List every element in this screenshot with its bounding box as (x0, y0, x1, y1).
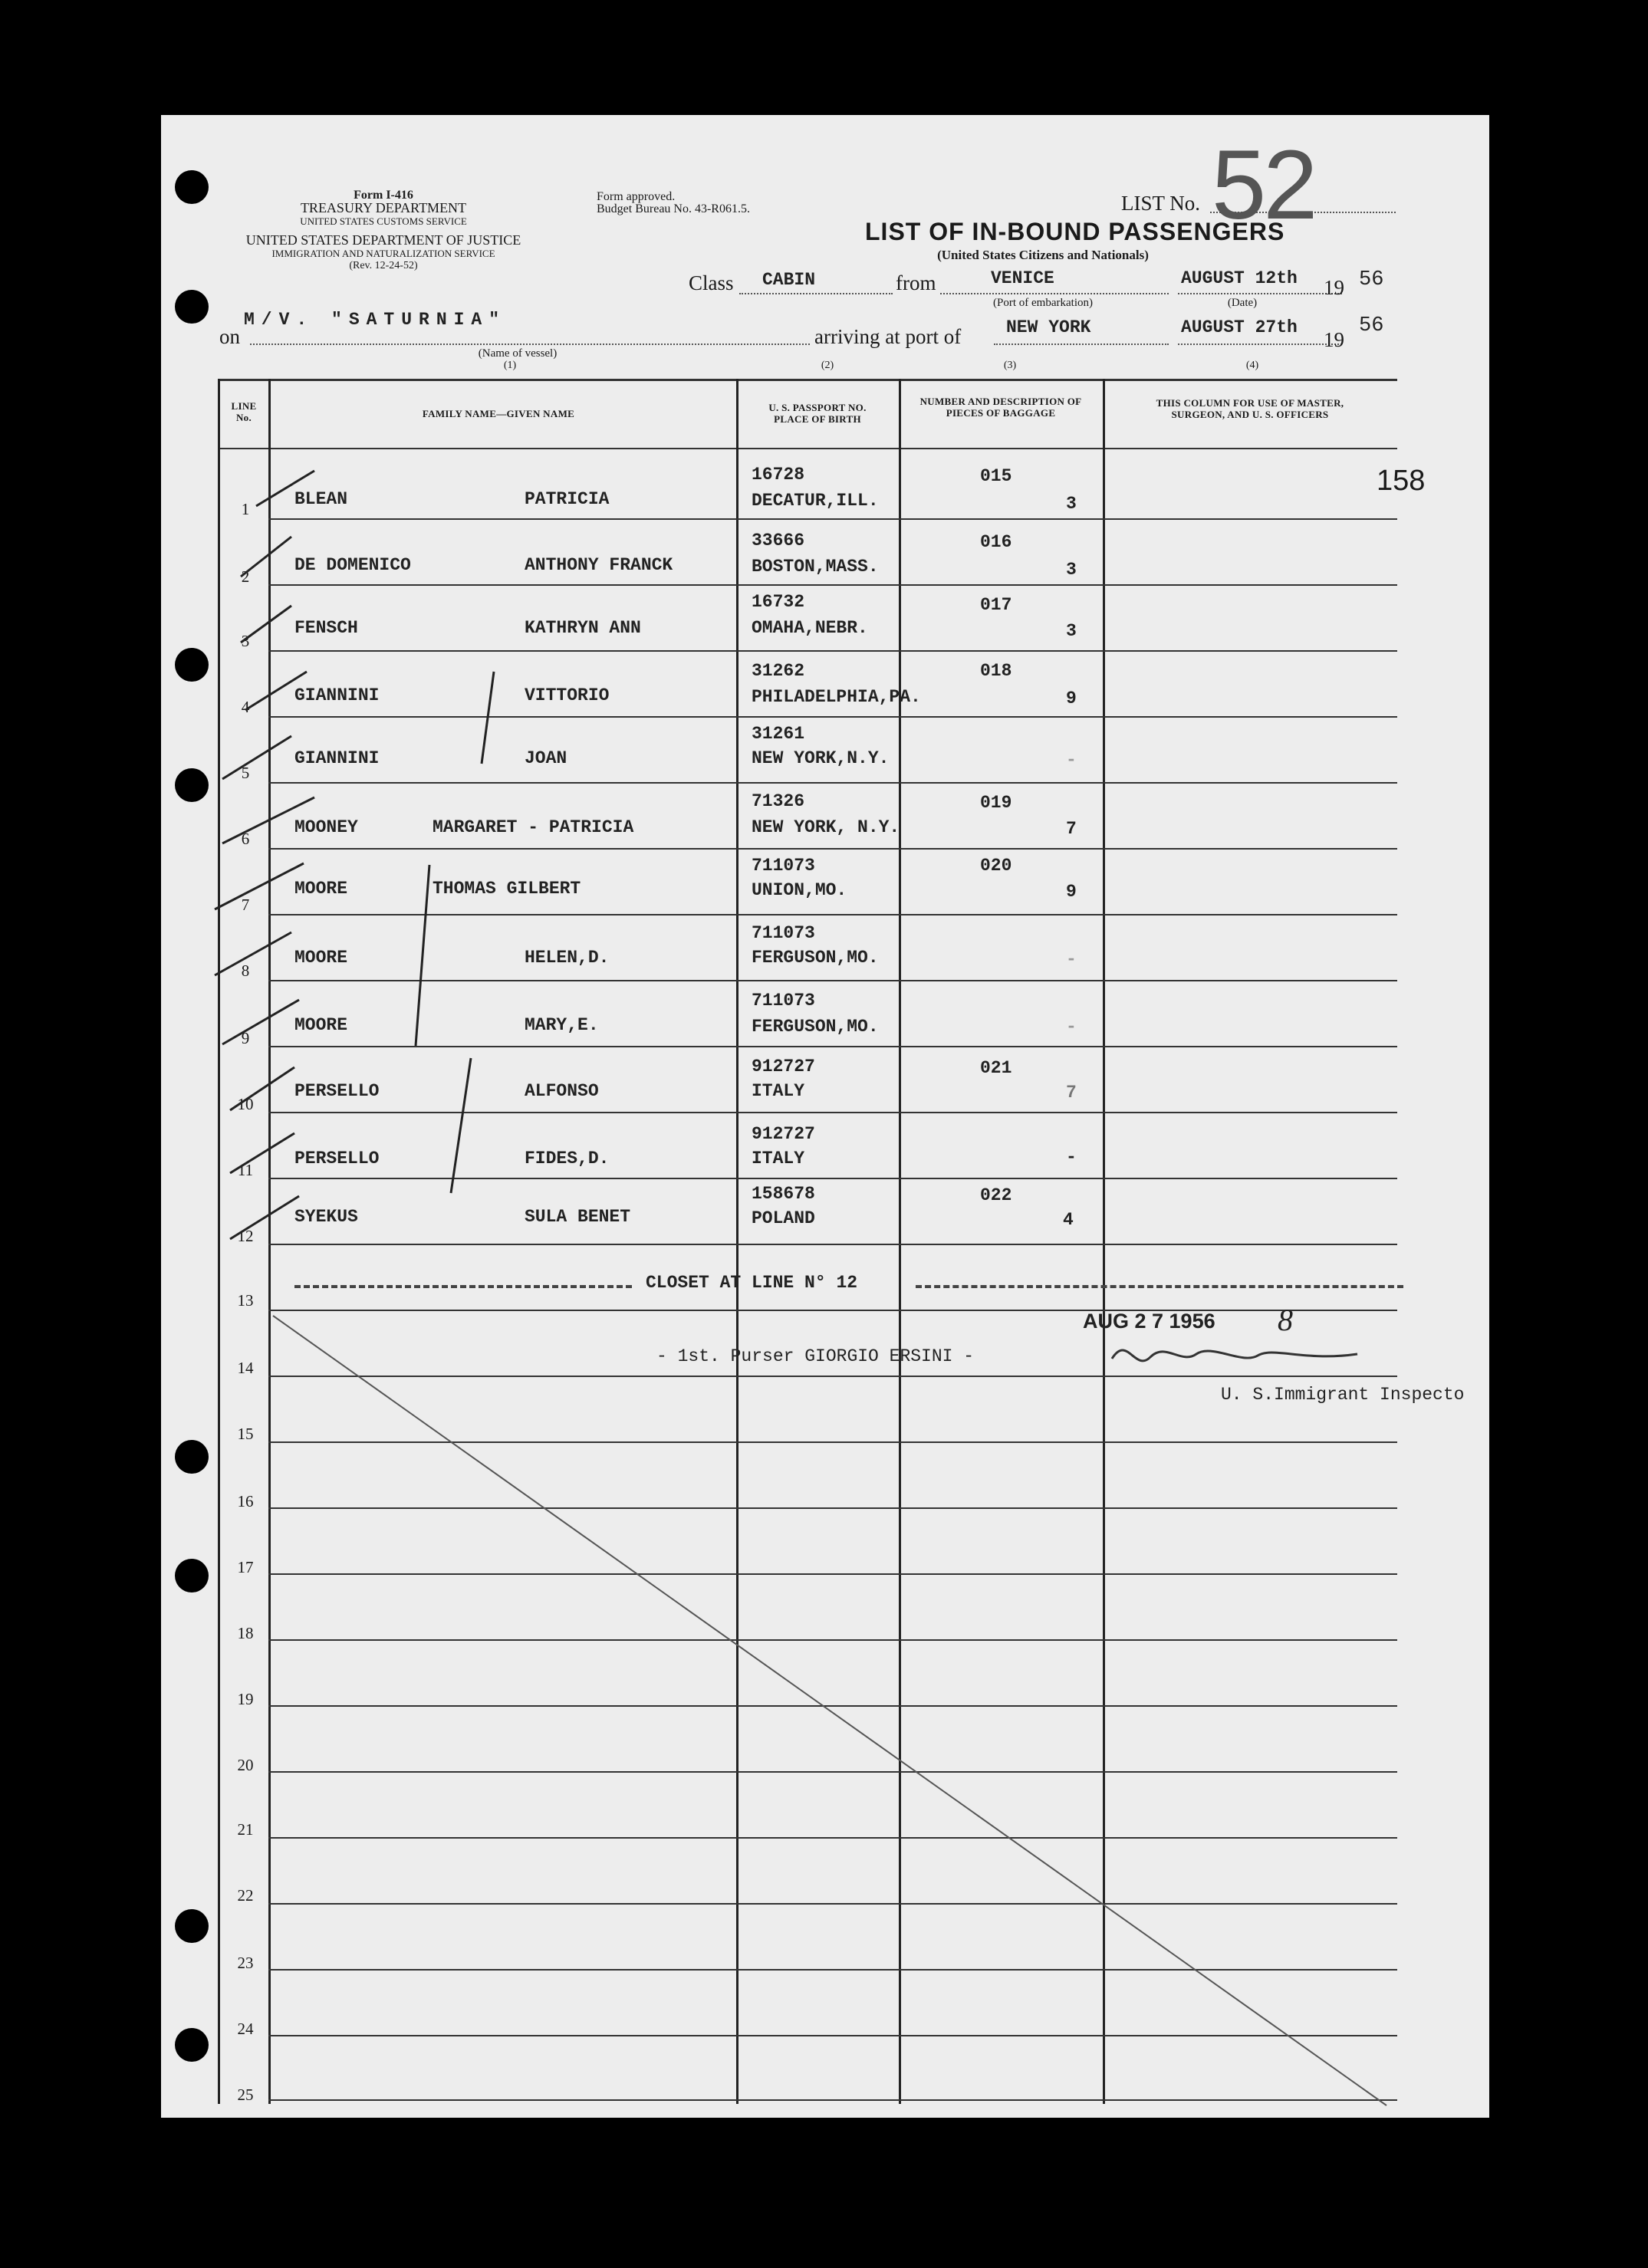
inspection-stamp-date: AUG 2 7 1956 (1083, 1310, 1215, 1333)
line-number: 3 (241, 632, 250, 650)
class-label: Class (689, 271, 734, 294)
treasury-dept: TREASURY DEPARTMENT (300, 200, 467, 215)
port-embark-caption: (Port of embarkation) (993, 297, 1093, 309)
baggage-count: 7 (1066, 819, 1077, 839)
year-prefix: 19 (1324, 276, 1344, 299)
revision: (Rev. 12-24-52) (349, 260, 418, 271)
given-name: SULA BENET (525, 1207, 631, 1227)
family-name: GIANNINI (294, 748, 380, 768)
side-number: 158 (1377, 465, 1426, 497)
page-subtitle: (United States Citizens and Nationals) (937, 248, 1149, 262)
baggage-tag: 019 (980, 793, 1012, 813)
line-number: 15 (237, 1425, 254, 1443)
baggage-count: - (1066, 1147, 1077, 1167)
line-number: 11 (237, 1161, 254, 1179)
place-of-birth: POLAND (752, 1208, 815, 1228)
header-passport: U. S. PASSPORT NO. PLACE OF BIRTH (768, 402, 867, 425)
given-name: HELEN,D. (525, 948, 610, 968)
header-name: FAMILY NAME—GIVEN NAME (422, 408, 575, 419)
place-of-birth: ITALY (752, 1081, 805, 1101)
passport-number: 711073 (752, 991, 815, 1011)
baggage-count: 3 (1066, 494, 1077, 514)
place-of-birth: ITALY (752, 1149, 805, 1169)
passport-number: 33666 (752, 531, 805, 551)
justice-dept: UNITED STATES DEPARTMENT OF JUSTICE (245, 232, 521, 248)
given-name: JOAN (525, 748, 567, 768)
inspector-title: U. S.Immigrant Inspecto (1221, 1385, 1465, 1405)
class-value: CABIN (762, 270, 816, 290)
closed-at-line: CLOSET AT LINE N° 12 (646, 1273, 858, 1293)
line-number: 7 (241, 896, 250, 914)
from-label: from (896, 271, 936, 294)
family-name: PERSELLO (294, 1081, 380, 1101)
given-name: FIDES,D. (525, 1149, 610, 1169)
family-name: MOORE (294, 1015, 348, 1035)
header-line-no: LINE No. (231, 400, 257, 423)
stamp-initials: 8 (1278, 1303, 1293, 1337)
family-name: MOONEY (294, 817, 358, 837)
arrival-port: NEW YORK (1006, 317, 1091, 337)
date-caption: (Date) (1227, 297, 1258, 309)
baggage-count: 7 (1066, 1083, 1077, 1103)
passport-number: 912727 (752, 1124, 815, 1144)
passport-number: 16728 (752, 465, 805, 485)
line-number: 6 (241, 830, 250, 848)
line-number: 1 (241, 500, 250, 518)
given-name: ALFONSO (525, 1081, 599, 1101)
line-number: 23 (237, 1954, 254, 1972)
line-number: 5 (241, 764, 250, 782)
purser-signature: - 1st. Purser GIORGIO ERSINI - (656, 1346, 975, 1366)
place-of-birth: PHILADELPHIA,PA. (752, 687, 921, 707)
family-name: GIANNINI (294, 685, 380, 705)
caption-4: (4) (1245, 360, 1259, 371)
family-name: DE DOMENICO (294, 555, 411, 575)
line-number: 20 (237, 1756, 254, 1774)
family-name: MOORE (294, 948, 348, 968)
list-number: 52 (1212, 130, 1315, 240)
line-number: 18 (237, 1624, 254, 1642)
line-number: 10 (237, 1095, 254, 1113)
ins-service: IMMIGRATION AND NATURALIZATION SERVICE (271, 248, 495, 259)
caption-2: (2) (821, 360, 834, 371)
baggage-count: 3 (1066, 560, 1077, 580)
baggage-tag: 020 (980, 856, 1012, 876)
embark-port: VENICE (991, 268, 1054, 288)
family-name: PERSELLO (294, 1149, 380, 1169)
baggage-tag: 015 (980, 466, 1012, 486)
line-number: 9 (241, 1029, 250, 1047)
place-of-birth: BOSTON,MASS. (752, 557, 879, 577)
line-number: 14 (237, 1359, 254, 1377)
given-name: KATHRYN ANN (525, 618, 641, 638)
vessel-caption: (Name of vessel) (478, 347, 558, 360)
embark-date: AUGUST 12th (1181, 268, 1298, 288)
vessel-name: M/V. "SATURNIA" (244, 310, 507, 330)
baggage-tag: 021 (980, 1058, 1012, 1078)
passport-number: 158678 (752, 1184, 815, 1204)
inspector-signature-icon (1112, 1350, 1357, 1361)
caption-3: (3) (1003, 360, 1017, 371)
baggage-count: 9 (1066, 689, 1077, 708)
arrival-year-prefix: 19 (1324, 328, 1344, 351)
line-number: 22 (237, 1886, 254, 1905)
baggage-tag: 018 (980, 661, 1012, 681)
arriving-label: arriving at port of (814, 325, 962, 348)
caption-1: (1) (503, 360, 517, 371)
customs-service: UNITED STATES CUSTOMS SERVICE (300, 215, 467, 227)
passport-number: 711073 (752, 856, 815, 876)
on-label: on (219, 325, 240, 348)
arrival-year: 56 (1359, 314, 1384, 337)
place-of-birth: FERGUSON,MO. (752, 1017, 879, 1037)
baggage-tag: 017 (980, 595, 1012, 615)
passport-number: 711073 (752, 923, 815, 943)
given-name: THOMAS GILBERT (433, 879, 581, 899)
family-name: MOORE (294, 879, 348, 899)
baggage-count: - (1066, 1017, 1077, 1037)
header-officers: THIS COLUMN FOR USE OF MASTER, SURGEON, AND U. S. OFFICERS (1156, 397, 1344, 420)
passport-number: 71326 (752, 791, 805, 811)
line-number: 4 (241, 698, 250, 716)
list-label: LIST No. (1121, 192, 1201, 215)
line-number: 24 (237, 2020, 254, 2038)
baggage-count: - (1066, 750, 1077, 770)
line-number: 13 (237, 1291, 254, 1310)
cancel-diagonal (273, 1316, 1386, 2105)
page-title: LIST OF IN-BOUND PASSENGERS (865, 218, 1285, 245)
given-name: MARGARET - PATRICIA (433, 817, 634, 837)
baggage-tag: 016 (980, 532, 1012, 552)
baggage-count: - (1066, 949, 1077, 969)
line-number: 16 (237, 1492, 254, 1510)
place-of-birth: DECATUR,ILL. (752, 491, 879, 511)
line-number: 17 (237, 1558, 254, 1576)
header-baggage: NUMBER AND DESCRIPTION OF PIECES OF BAGGAGE (919, 396, 1082, 419)
passport-number: 912727 (752, 1057, 815, 1076)
budget-bureau: Budget Bureau No. 43-R061.5. (597, 202, 750, 215)
baggage-count: 9 (1066, 882, 1077, 902)
passport-number: 31262 (752, 661, 805, 681)
baggage-tag: 022 (980, 1185, 1012, 1205)
passport-number: 16732 (752, 592, 805, 612)
given-name: PATRICIA (525, 489, 610, 509)
form-approved: Form approved. (597, 190, 676, 203)
line-number: 12 (237, 1227, 254, 1245)
given-name: VITTORIO (525, 685, 610, 705)
embark-year: 56 (1359, 268, 1384, 291)
line-number: 2 (241, 567, 250, 586)
place-of-birth: NEW YORK,N.Y. (752, 748, 890, 768)
line-number: 21 (237, 1820, 254, 1839)
baggage-count: 4 (1063, 1210, 1074, 1230)
place-of-birth: NEW YORK, N.Y. (752, 817, 900, 837)
place-of-birth: UNION,MO. (752, 880, 847, 900)
passport-number: 31261 (752, 724, 805, 744)
family-name: BLEAN (294, 489, 348, 509)
given-name: ANTHONY FRANCK (525, 555, 673, 575)
place-of-birth: FERGUSON,MO. (752, 948, 879, 968)
baggage-count: 3 (1066, 621, 1077, 641)
line-number: 19 (237, 1690, 254, 1708)
line-number: 8 (241, 961, 250, 980)
given-name: MARY,E. (525, 1015, 599, 1035)
place-of-birth: OMAHA,NEBR. (752, 618, 868, 638)
family-name: SYEKUS (294, 1207, 358, 1227)
line-number: 25 (237, 2086, 254, 2104)
arrival-date: AUGUST 27th (1181, 317, 1298, 337)
family-name: FENSCH (294, 618, 358, 638)
form-number: Form I-416 (354, 189, 413, 202)
